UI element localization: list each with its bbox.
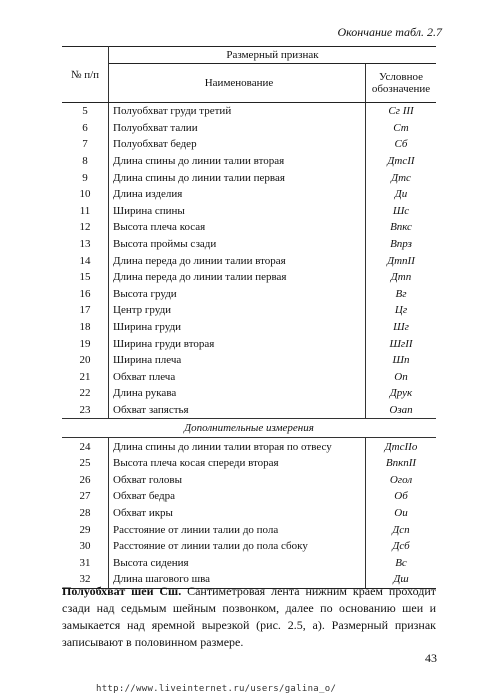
row-name: Полуобхват бедер bbox=[109, 136, 366, 153]
row-number: 12 bbox=[62, 219, 109, 236]
page-number: 43 bbox=[425, 651, 437, 665]
row-name: Расстояние от линии талии до пола bbox=[109, 521, 366, 538]
table-row bbox=[62, 369, 436, 386]
row-name: Ширина плеча bbox=[109, 352, 366, 369]
table-row bbox=[62, 438, 436, 455]
row-symbol: Ди bbox=[394, 188, 408, 201]
row-name: Ширина груди bbox=[109, 319, 366, 336]
row-name: Полуобхват талии bbox=[109, 120, 366, 137]
row-name: Длина переда до линии талии первая bbox=[109, 269, 366, 286]
table-row bbox=[62, 385, 436, 402]
watermark-url: http://www.liveinternet.ru/users/galina_o/ bbox=[96, 684, 337, 694]
row-name: Высота проймы сзади bbox=[109, 236, 366, 253]
row-symbol: Дтс bbox=[391, 171, 411, 184]
row-symbol: Цг bbox=[394, 304, 408, 317]
row-symbol: Сг III bbox=[388, 105, 414, 118]
header-group: Размерный признак bbox=[109, 47, 437, 64]
row-number: 29 bbox=[62, 521, 109, 538]
row-name: Высота сидения bbox=[109, 554, 366, 571]
header-number: № п/п bbox=[62, 47, 109, 103]
row-symbol: Шп bbox=[392, 354, 410, 367]
table-row bbox=[62, 269, 436, 286]
table-body-extra bbox=[62, 438, 436, 588]
row-name: Длина шагового шва bbox=[109, 571, 366, 588]
row-name: Центр груди bbox=[109, 302, 366, 319]
row-symbol: ДтсII bbox=[387, 155, 415, 168]
header-symbol-line1: Условное bbox=[379, 71, 423, 83]
row-symbol: Шг bbox=[393, 321, 409, 334]
row-number: 15 bbox=[62, 269, 109, 286]
row-number: 13 bbox=[62, 236, 109, 253]
row-symbol: ДтсIIо bbox=[384, 440, 418, 453]
row-symbol: Об bbox=[394, 490, 408, 503]
row-name: Обхват запястья bbox=[109, 402, 366, 419]
row-number: 30 bbox=[62, 538, 109, 555]
body-paragraph bbox=[62, 583, 436, 651]
row-name: Расстояние от линии талии до пола сбоку bbox=[109, 538, 366, 555]
row-symbol: Шс bbox=[392, 204, 410, 217]
row-symbol: ШгII bbox=[389, 337, 413, 350]
row-symbol: ВпкпII bbox=[385, 457, 417, 470]
table-row bbox=[62, 136, 436, 153]
row-number: 9 bbox=[62, 169, 109, 186]
table-row bbox=[62, 352, 436, 369]
header-symbol-line2: обозначение bbox=[371, 83, 431, 95]
row-symbol: Оп bbox=[394, 370, 408, 383]
row-name: Длина изделия bbox=[109, 186, 366, 203]
row-symbol: Дсб bbox=[392, 540, 410, 553]
table-section bbox=[62, 419, 436, 438]
row-symbol: Дш bbox=[366, 571, 437, 588]
row-name: Обхват икры bbox=[109, 505, 366, 522]
table-row bbox=[62, 521, 436, 538]
row-symbol: Впрз bbox=[390, 238, 412, 251]
row-number: 10 bbox=[62, 186, 109, 203]
row-name: Ширина спины bbox=[109, 203, 366, 220]
table-row bbox=[62, 186, 436, 203]
table-row bbox=[62, 286, 436, 303]
table-row bbox=[62, 169, 436, 186]
row-number: 7 bbox=[62, 136, 109, 153]
row-name: Высота плеча косая bbox=[109, 219, 366, 236]
row-name: Высота груди bbox=[109, 286, 366, 303]
row-name: Ширина груди вторая bbox=[109, 335, 366, 352]
table-row bbox=[62, 335, 436, 352]
row-number: 14 bbox=[62, 252, 109, 269]
row-number: 5 bbox=[62, 103, 109, 120]
table-row bbox=[62, 505, 436, 522]
row-name: Обхват бедра bbox=[109, 488, 366, 505]
row-symbol: Ои bbox=[394, 506, 408, 519]
header-symbol bbox=[366, 64, 437, 103]
row-name: Полуобхват груди третий bbox=[109, 103, 366, 120]
row-number: 28 bbox=[62, 505, 109, 522]
table-row bbox=[62, 203, 436, 220]
row-symbol: Вс bbox=[395, 556, 407, 569]
paragraph-text: Сантиметровая лента нижним краем проходит сзади над седьмым шейным позвонком, далее по основанию шеи и замыкается над яремной вырезкой (рис. 2.5, а). Размерный признак записывают в половинном размере. bbox=[62, 584, 436, 649]
measurements-table bbox=[62, 46, 436, 589]
row-name: Обхват плеча bbox=[109, 369, 366, 386]
table-row bbox=[62, 236, 436, 253]
row-name: Высота плеча косая спереди вторая bbox=[109, 455, 366, 472]
row-symbol: Ст bbox=[393, 121, 409, 134]
row-number: 31 bbox=[62, 554, 109, 571]
row-number: 32 bbox=[62, 571, 109, 588]
row-symbol: Сб bbox=[394, 138, 408, 151]
table-row bbox=[62, 120, 436, 137]
table-row bbox=[62, 538, 436, 555]
row-name: Длина спины до линии талии вторая bbox=[109, 153, 366, 170]
row-number: 17 bbox=[62, 302, 109, 319]
row-number: 19 bbox=[62, 335, 109, 352]
row-number: 8 bbox=[62, 153, 109, 170]
row-symbol: ДтпII bbox=[387, 254, 415, 267]
table-body-main bbox=[62, 103, 436, 419]
table-caption: Окончание табл. 2.7 bbox=[337, 25, 442, 39]
row-number: 27 bbox=[62, 488, 109, 505]
table-row bbox=[62, 402, 436, 419]
paragraph-lead: Полуобхват шеи Сш. bbox=[62, 584, 182, 598]
row-symbol: Впкс bbox=[390, 221, 412, 234]
row-number: 6 bbox=[62, 120, 109, 137]
row-number: 21 bbox=[62, 369, 109, 386]
row-number: 16 bbox=[62, 286, 109, 303]
table-row bbox=[62, 319, 436, 336]
table-row bbox=[62, 219, 436, 236]
row-number: 22 bbox=[62, 385, 109, 402]
row-name: Длина спины до линии талии первая bbox=[109, 169, 366, 186]
section-title: Дополнительные измерения bbox=[62, 419, 436, 438]
row-symbol: Дтп bbox=[390, 271, 412, 284]
row-number: 23 bbox=[62, 402, 109, 419]
row-symbol: Огол bbox=[389, 473, 413, 486]
table-row bbox=[62, 488, 436, 505]
row-number: 20 bbox=[62, 352, 109, 369]
row-symbol: Дсп bbox=[392, 523, 410, 536]
table-row bbox=[62, 302, 436, 319]
row-number: 11 bbox=[62, 203, 109, 220]
row-number: 18 bbox=[62, 319, 109, 336]
table-row bbox=[62, 252, 436, 269]
table-row bbox=[62, 103, 436, 120]
header-name: Наименование bbox=[109, 64, 366, 103]
row-symbol: Вг bbox=[395, 287, 407, 300]
row-name: Обхват головы bbox=[109, 471, 366, 488]
table-row bbox=[62, 471, 436, 488]
row-symbol: Друк bbox=[389, 387, 413, 400]
row-number: 25 bbox=[62, 455, 109, 472]
row-number: 24 bbox=[62, 438, 109, 455]
table-row bbox=[62, 554, 436, 571]
row-symbol: Озап bbox=[389, 403, 413, 416]
table-row bbox=[62, 455, 436, 472]
row-name: Длина рукава bbox=[109, 385, 366, 402]
table-row bbox=[62, 153, 436, 170]
row-name: Длина спины до линии талии вторая по отвесу bbox=[109, 438, 366, 455]
row-name: Длина переда до линии талии вторая bbox=[109, 252, 366, 269]
row-number: 26 bbox=[62, 471, 109, 488]
